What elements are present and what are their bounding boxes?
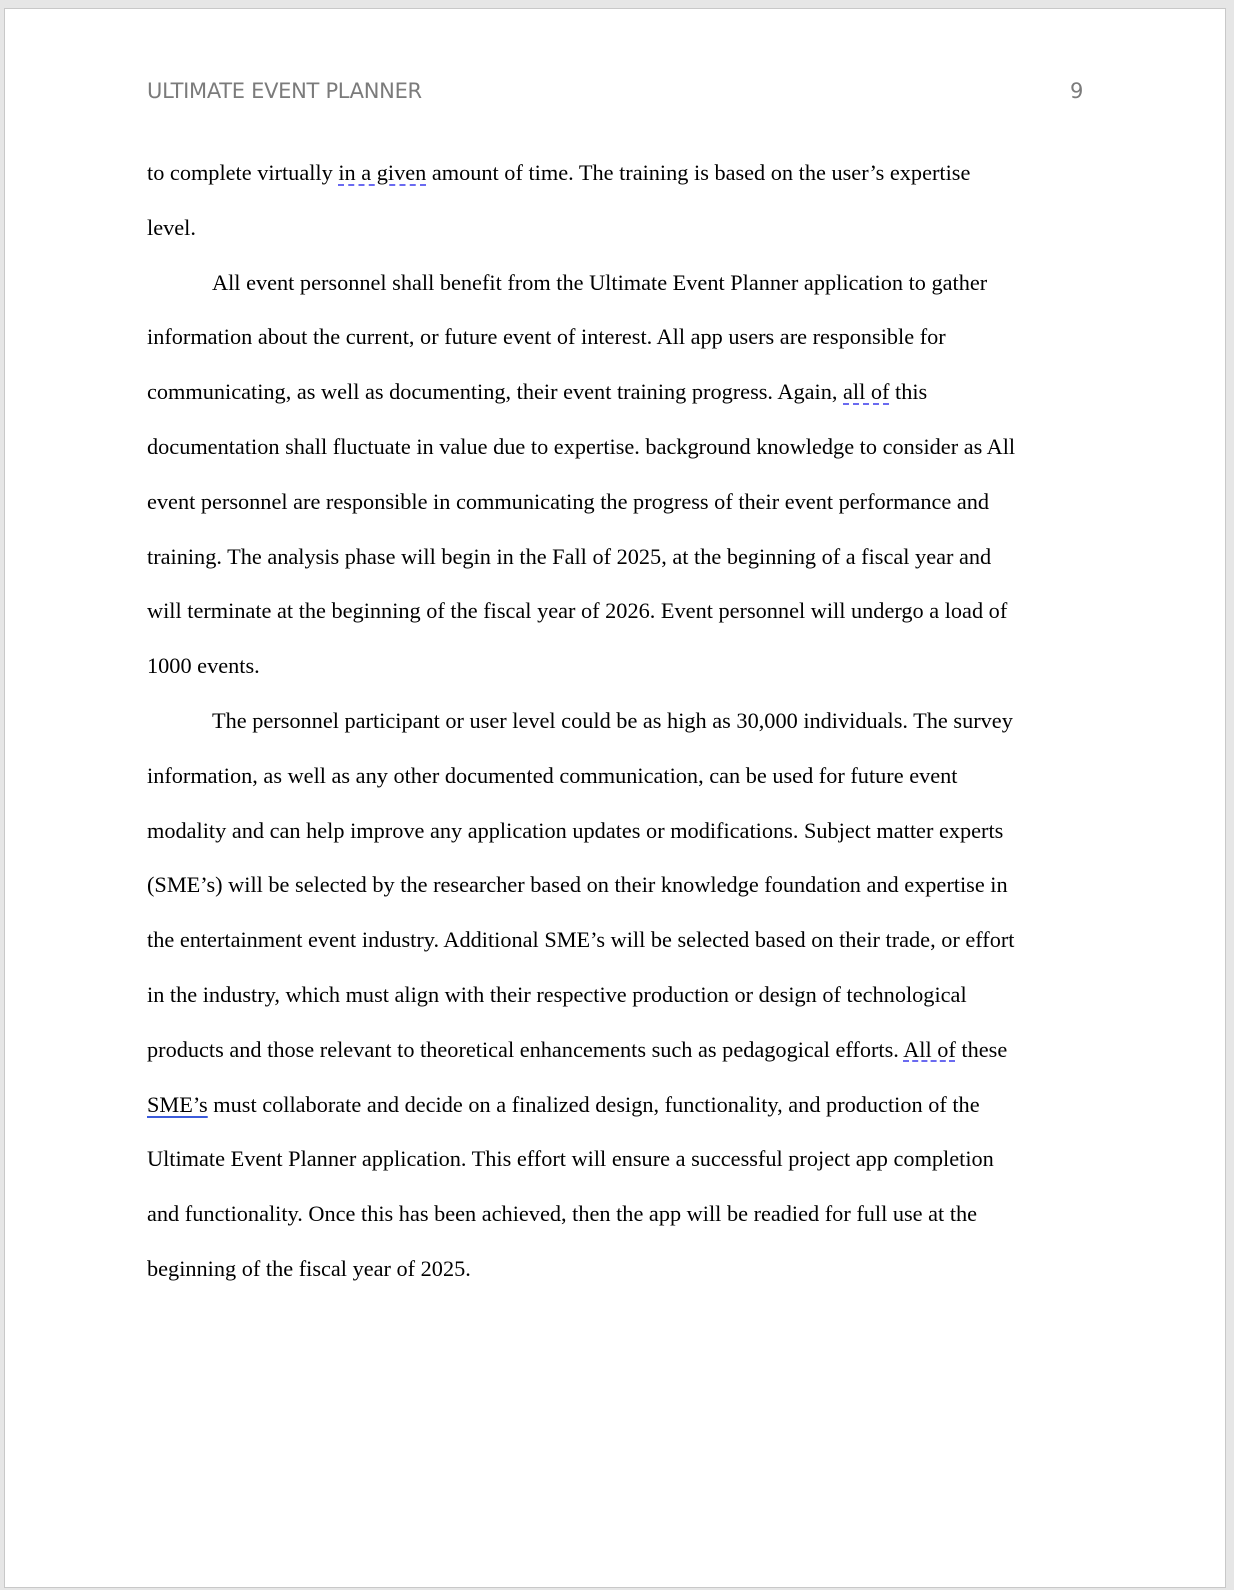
text-line [147,475,1087,530]
text-run: documentation shall fluctuate in value due to expertise. background knowledge to consider as All [147,433,1016,459]
running-head-title: ULTIMATE EVENT PLANNER [147,79,422,103]
text-run: will terminate at the beginning of the fiscal year of 2026. Event personnel will undergo a load of [147,598,1008,624]
grammar-suggestion: All of [903,1036,956,1062]
text-line [147,530,1087,585]
text-run: communicating, as well as documenting, their event training progress. Again, [147,379,843,405]
text-line [147,639,1087,694]
text-line [147,310,1087,365]
text-run: and functionality. Once this has been achieved, then the app will be readied for full use at the [147,1201,978,1227]
page-number: 9 [1069,79,1083,103]
text-line [147,1078,1087,1133]
text-line [147,749,1087,804]
text-run: beginning of the fiscal year of 2025. [147,1255,471,1281]
text-line [147,201,1087,256]
document-page[interactable] [4,8,1226,1588]
text-line [147,913,1087,968]
text-line [147,1187,1087,1242]
text-run: modality and can help improve any application updates or modifications. Subject matter experts [147,817,1004,843]
text-run: training. The analysis phase will begin in the Fall of 2025, at the beginning of a fiscal year and [147,543,992,569]
document-body[interactable] [147,146,1087,1297]
text-run: level. [147,214,196,240]
text-line [147,1132,1087,1187]
spelling-suggestion: SME’s [147,1091,208,1117]
text-run: must collaborate and decide on a finalized design, functionality, and production of the [207,1091,980,1117]
grammar-suggestion: all of [843,379,890,405]
text-run: information, as well as any other documented communication, can be used for future event [147,762,958,788]
text-line [147,256,1087,311]
text-run: amount of time. The training is based on the user’s expertise [426,160,971,185]
text-run: in the industry, which must align with their respective production or design of technological [147,981,967,1007]
text-run: to complete virtually [147,160,339,185]
page-header [147,79,1083,111]
text-line [147,146,1087,201]
text-run: event personnel are responsible in communicating the progress of their event performance and [147,488,990,514]
grammar-suggestion: in a given [338,160,427,185]
text-line [147,584,1087,639]
text-line [147,858,1087,913]
text-line [147,420,1087,475]
text-line [147,804,1087,859]
text-line [147,365,1087,420]
text-line [147,1023,1087,1078]
text-run: information about the current, or future event of interest. All app users are responsible for [147,324,946,350]
text-run: products and those relevant to theoretical enhancements such as pedagogical efforts. [147,1036,904,1062]
text-run: All event personnel shall benefit from the Ultimate Event Planner application to gather [212,269,988,295]
text-run: The personnel participant or user level could be as high as 30,000 individuals. The survey [212,707,1013,733]
text-run: this [889,379,928,405]
text-run: these [955,1036,1008,1062]
text-line [147,1242,1087,1297]
text-run: 1000 events. [147,653,260,679]
text-run: (SME’s) will be selected by the researcher based on their knowledge foundation and expertise in [147,872,1008,898]
text-line [147,694,1087,749]
text-run: the entertainment event industry. Additional SME’s will be selected based on their trade, or effort [147,927,1015,953]
text-run: Ultimate Event Planner application. This effort will ensure a successful project app completion [147,1146,994,1172]
text-line [147,968,1087,1023]
